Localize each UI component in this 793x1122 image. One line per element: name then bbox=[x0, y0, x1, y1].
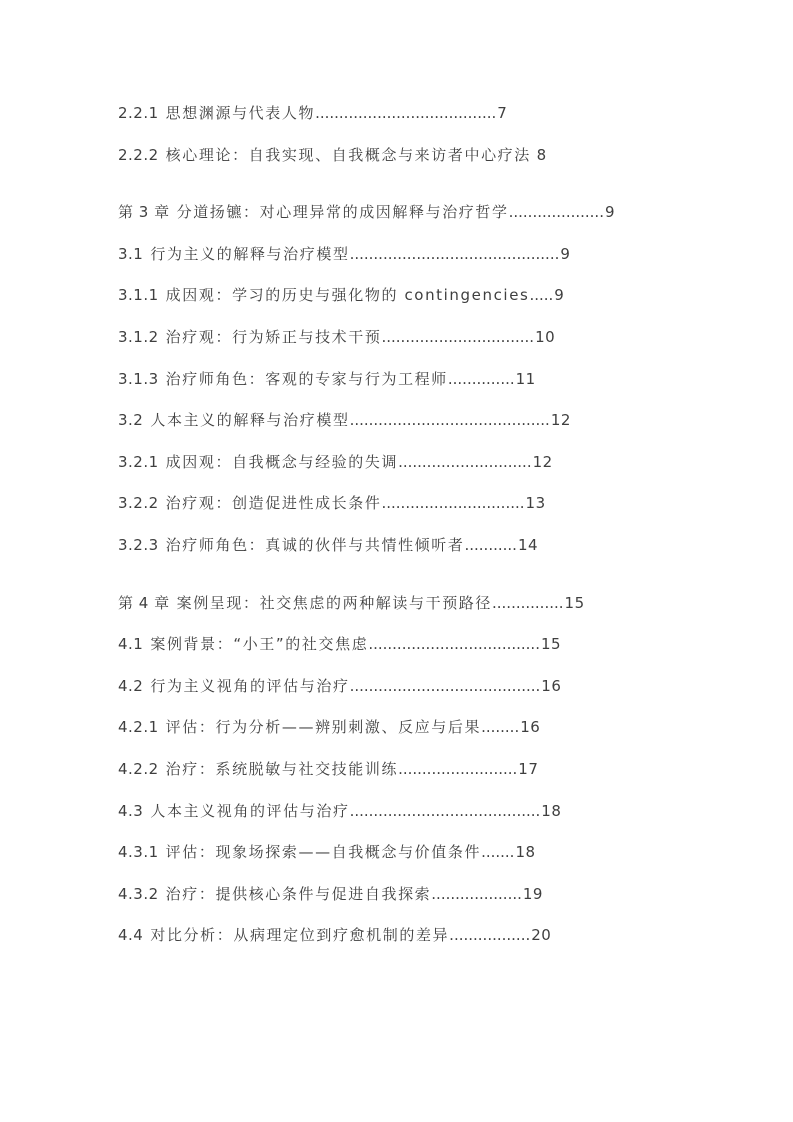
toc-entry-page: 9 bbox=[604, 203, 616, 222]
toc-leader-dots: ................... bbox=[431, 884, 522, 903]
toc-entry-title: 人本主义的解释与治疗模型 bbox=[150, 411, 350, 430]
toc-leader-dots: ........... bbox=[464, 535, 517, 554]
toc-leader-dots: ........ bbox=[481, 718, 520, 737]
toc-entry[interactable] bbox=[118, 874, 753, 916]
toc-entry-page: 15 bbox=[540, 635, 562, 654]
toc-entry-number: 3.1.1 bbox=[118, 286, 159, 305]
toc-entry[interactable] bbox=[118, 832, 753, 874]
toc-entry-title: 治疗：提供核心条件与促进自我探索 bbox=[165, 884, 432, 903]
toc-entry-page: 11 bbox=[515, 369, 536, 388]
toc-entry-number: 2.2.2 bbox=[118, 145, 159, 164]
toc-entry[interactable] bbox=[118, 583, 753, 625]
toc-entry-number: 3.2 bbox=[118, 411, 144, 430]
toc-entry-number: 3.1 bbox=[118, 244, 144, 263]
toc-entry-number: 4.3.2 bbox=[118, 884, 159, 903]
toc-entry-number: 4.1 bbox=[118, 635, 144, 654]
toc-entry-page: 18 bbox=[515, 843, 536, 862]
toc-entry-number: 3.2.2 bbox=[118, 494, 159, 513]
toc-leader-dots: ..... bbox=[529, 286, 554, 305]
toc-entry-number: 2.2.1 bbox=[118, 104, 159, 122]
toc-entry-title: 分道扬镳：对心理异常的成因解释与治疗哲学 bbox=[176, 203, 509, 222]
toc-leader-dots: ............................ bbox=[398, 452, 532, 471]
toc-entry-page: 10 bbox=[535, 327, 556, 346]
toc-leader-dots: .......................................... bbox=[349, 411, 550, 430]
toc-entry[interactable] bbox=[118, 483, 753, 525]
toc-leader-dots: .................................... bbox=[368, 635, 540, 654]
toc-entry-number: 3.2.3 bbox=[118, 535, 159, 554]
toc-entry[interactable] bbox=[118, 707, 753, 749]
toc-leader-dots: .............. bbox=[447, 369, 515, 388]
toc-entry-number: 4.3 bbox=[118, 801, 144, 820]
toc-entry-title: 核心理论：自我实现、自我概念与来访者中心疗法 bbox=[165, 145, 531, 164]
toc-entry-title: 治疗师角色：客观的专家与行为工程师 bbox=[165, 369, 448, 388]
toc-entry-page: 16 bbox=[520, 718, 541, 737]
toc-entry[interactable] bbox=[118, 666, 753, 708]
toc-entry-title: 案例呈现：社交焦虑的两种解读与干预路径 bbox=[176, 593, 492, 612]
toc-entry-number: 4.2.1 bbox=[118, 718, 159, 737]
toc-entry-page: 14 bbox=[517, 535, 539, 554]
toc-entry-page: 19 bbox=[522, 884, 543, 903]
toc-entry[interactable] bbox=[118, 442, 753, 484]
toc-entry-title: 对比分析：从病理定位到疗愈机制的差异 bbox=[150, 926, 450, 945]
toc-entry-page: 15 bbox=[564, 593, 585, 612]
toc-leader-dots bbox=[531, 146, 536, 164]
toc-entry-title: 治疗：系统脱敏与社交技能训练 bbox=[165, 759, 399, 778]
toc-entry-title: 成因观：学习的历史与强化物的 contingencies bbox=[165, 286, 530, 305]
toc-entry[interactable] bbox=[118, 791, 753, 833]
toc-entry-title: 成因观：自我概念与经验的失调 bbox=[165, 452, 399, 471]
toc-entry[interactable] bbox=[118, 749, 753, 791]
toc-entry[interactable] bbox=[118, 135, 753, 177]
toc-entry-page: 18 bbox=[541, 801, 562, 820]
toc-entry-number: 4.2.2 bbox=[118, 759, 159, 778]
toc-leader-dots: ................. bbox=[449, 926, 531, 945]
toc-entry-page: 17 bbox=[518, 759, 539, 778]
toc-leader-dots: ........................................ bbox=[349, 801, 541, 820]
toc-entry-title: 行为主义视角的评估与治疗 bbox=[150, 676, 350, 695]
toc-entry-page: 9 bbox=[560, 244, 571, 263]
toc-entry-title: 案例背景：“小王”的社交焦虑 bbox=[150, 635, 369, 654]
toc-entry-page: 8 bbox=[536, 145, 547, 164]
toc-entry-title: 行为主义的解释与治疗模型 bbox=[150, 244, 350, 263]
toc-entry-number: 4.2 bbox=[118, 676, 144, 695]
toc-entry-title: 评估：现象场探索——自我概念与价值条件 bbox=[165, 843, 482, 862]
table-of-contents bbox=[118, 93, 753, 957]
toc-entry-number: 第 3 章 bbox=[118, 203, 170, 222]
toc-entry-title: 治疗师角色：真诚的伙伴与共情性倾听者 bbox=[165, 535, 465, 554]
toc-leader-dots: ............... bbox=[492, 593, 564, 612]
toc-entry[interactable] bbox=[118, 192, 753, 234]
toc-leader-dots: ............................................ bbox=[349, 244, 560, 263]
toc-entry[interactable] bbox=[118, 624, 753, 666]
toc-leader-dots: ......................... bbox=[398, 759, 518, 778]
toc-leader-dots: ...................................... bbox=[315, 104, 497, 122]
toc-entry-page: 13 bbox=[525, 494, 546, 513]
toc-entry-title: 评估：行为分析——辨别刺激、反应与后果 bbox=[165, 718, 482, 737]
toc-entry[interactable] bbox=[118, 275, 753, 317]
toc-entry-page: 7 bbox=[497, 104, 508, 122]
toc-leader-dots: ................................ bbox=[381, 327, 535, 346]
toc-entry-page: 12 bbox=[550, 411, 571, 430]
toc-leader-dots: .................... bbox=[508, 203, 604, 222]
toc-entry-title: 人本主义视角的评估与治疗 bbox=[150, 801, 350, 820]
toc-entry-title: 思想渊源与代表人物 bbox=[165, 104, 316, 122]
toc-entry-page: 16 bbox=[541, 676, 562, 695]
toc-entry-number: 3.2.1 bbox=[118, 452, 159, 471]
toc-leader-dots: ........................................ bbox=[349, 676, 541, 695]
toc-entry[interactable] bbox=[118, 317, 753, 359]
toc-entry-title: 治疗观：创造促进性成长条件 bbox=[165, 494, 382, 513]
toc-entry-number: 4.3.1 bbox=[118, 843, 159, 862]
toc-entry-number: 4.4 bbox=[118, 926, 144, 945]
toc-entry[interactable] bbox=[118, 359, 753, 401]
toc-entry-number: 第 4 章 bbox=[118, 593, 170, 612]
toc-entry-title: 治疗观：行为矫正与技术干预 bbox=[165, 327, 382, 346]
toc-entry-page: 12 bbox=[532, 452, 553, 471]
toc-entry[interactable] bbox=[118, 234, 753, 276]
toc-leader-dots: ....... bbox=[481, 843, 515, 862]
toc-entry-page: 20 bbox=[531, 926, 552, 945]
toc-entry-number: 3.1.3 bbox=[118, 369, 159, 388]
toc-entry-number: 3.1.2 bbox=[118, 327, 159, 346]
toc-entry[interactable] bbox=[118, 93, 753, 135]
toc-leader-dots: .............................. bbox=[381, 494, 525, 513]
toc-entry[interactable] bbox=[118, 400, 753, 442]
toc-entry-page: 9 bbox=[554, 286, 565, 305]
toc-entry[interactable] bbox=[118, 915, 753, 957]
toc-entry[interactable] bbox=[118, 525, 753, 567]
